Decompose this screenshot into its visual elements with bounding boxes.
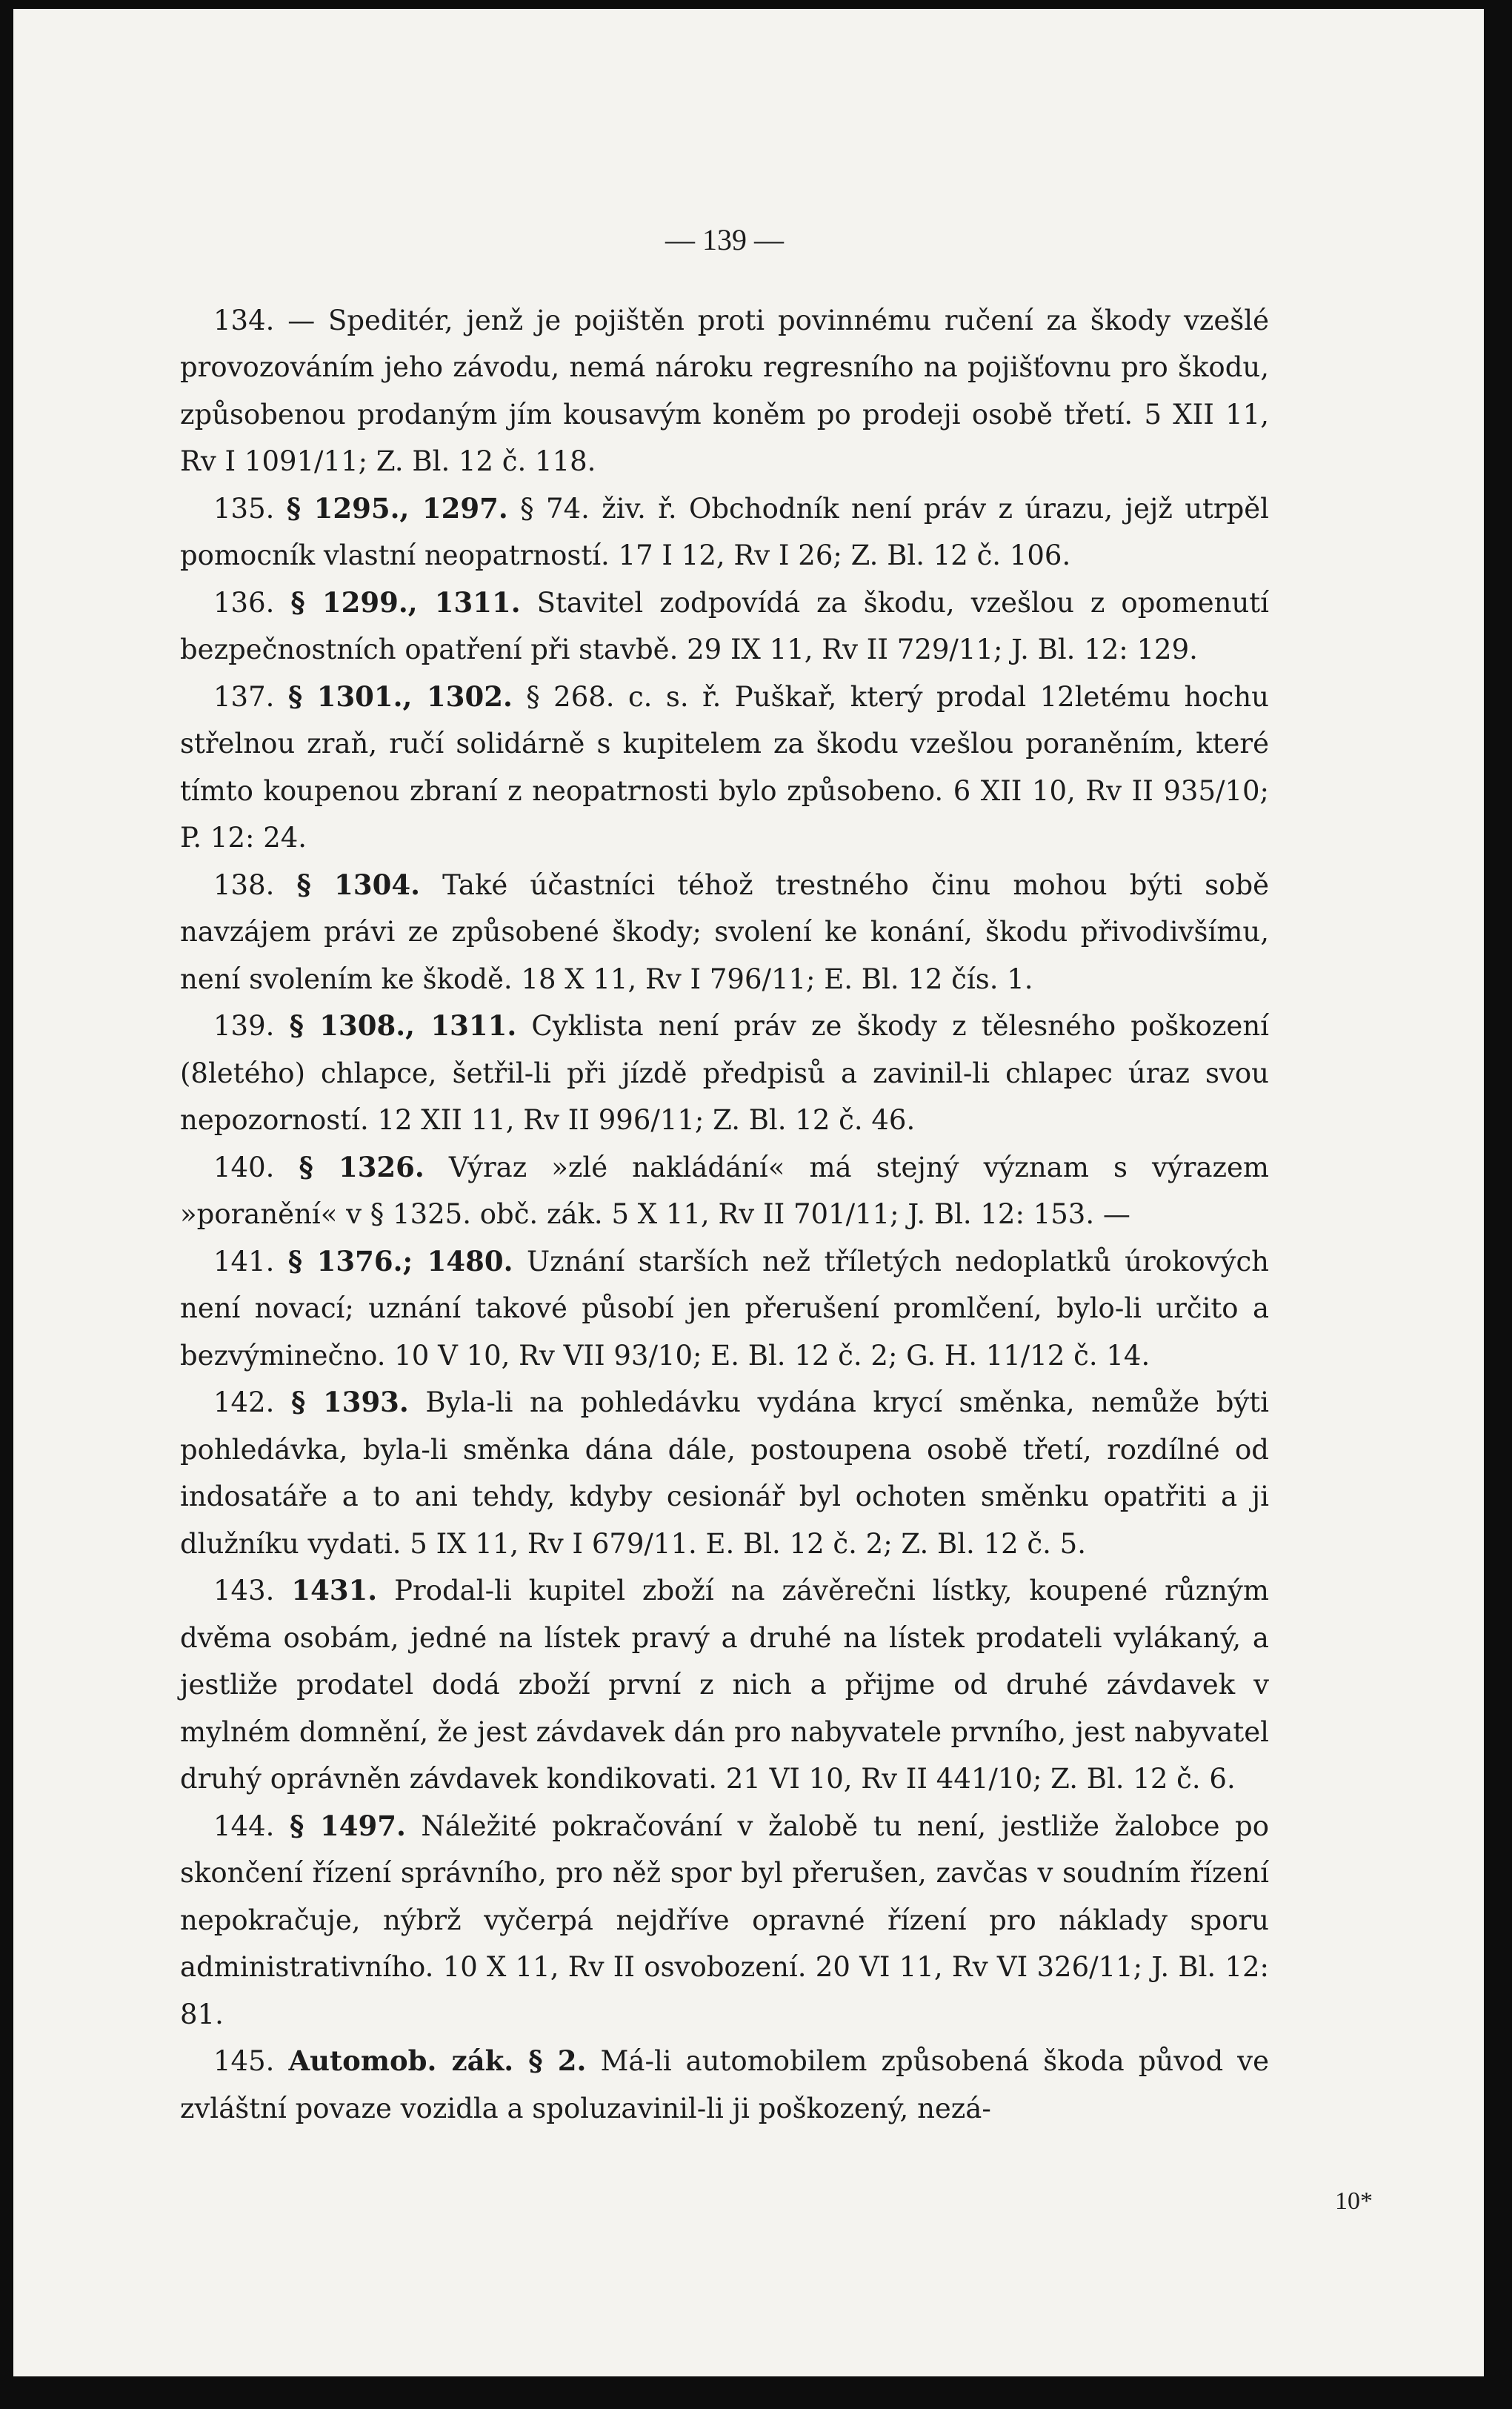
entry xyxy=(180,1803,1269,2038)
entry-reference: § 1497. xyxy=(289,1809,406,1842)
entry xyxy=(180,1144,1269,1238)
entry-text: Výraz »zlé nakládání« má stejný význam s výrazem »poranění« v § 1325. obč. zák. 5 X 11, Rv II 701/11; J. Bl. 12: 153. — xyxy=(180,1151,1269,1230)
entry-number: 135. xyxy=(213,492,275,525)
entry-reference: § 1393. xyxy=(290,1386,409,1418)
entry-number: 142. xyxy=(213,1386,275,1418)
entry-number: 134. xyxy=(213,304,275,336)
entry-reference: § 1304. xyxy=(296,868,420,901)
entry xyxy=(180,674,1269,862)
entry-number: 136. xyxy=(213,586,275,619)
entry-reference: § 1326. xyxy=(299,1150,424,1183)
entry-text: Má-li automobilem způsobená škoda původ ve zvláštní povaze vozidla a spoluzavinil-li ji poškozený, nezá- xyxy=(180,2045,1269,2124)
signature-mark: 10* xyxy=(1335,2187,1373,2215)
entry-number: 139. xyxy=(213,1010,275,1042)
text-column xyxy=(180,216,1269,2132)
entries-list xyxy=(180,297,1269,2133)
entry-reference: § 1308., 1311. xyxy=(289,1009,517,1042)
entry-text: Cyklista není práv ze škody z tělesného poškození (8letého) chlapce, šetřil-li při jízdě předpisů a zavinil-li chlapec úraz svou nepozorností. 12 XII 11, Rv II 996/11; Z. Bl. 12 č. 46. xyxy=(180,1010,1269,1136)
entry xyxy=(180,1379,1269,1567)
entry-number: 145. xyxy=(213,2045,275,2077)
entry-reference: 1431. xyxy=(291,1574,378,1606)
page-number: — 139 — xyxy=(665,223,784,256)
entry-number: 140. xyxy=(213,1151,275,1183)
entry-reference: § 1299., 1311. xyxy=(290,585,521,619)
entry-reference: § 1301., 1302. xyxy=(287,679,513,713)
entry-text: Byla-li na pohledávku vydána krycí směnka, nemůže býti pohledávka, byla-li směnka dána dále, postoupena osobě třetí, rozdílné od indosatáře a to ani tehdy, kdyby cesionář byl ochoten směnku opatřiti a ji dlužníku vydati. 5 IX 11, Rv I 679/11. E. Bl. 12 č. 2; Z. Bl. 12 č. 5. xyxy=(180,1386,1269,1560)
entry-text: Náležité pokračování v žalobě tu není, jestliže žalobce po skončení řízení správního, pro něž spor byl přerušen, zavčas v soudním řízení nepokračuje, nýbrž vyčerpá nejdříve opravné řízení pro náklady sporu administrativního. 10 X 11, Rv II osvobození. 20 VI 11, Rv VI 326/11; J. Bl. 12: 81. xyxy=(180,1810,1270,2030)
entry-text: — Speditér, jenž je pojištěn proti povinnému ručení za škody vzešlé provozováním jeho závodu, nemá nároku regresního na pojišťovnu pro škodu, způsobenou prodaným jím kousavým koněm po prodeji osobě třetí. 5 XII 11, Rv I 1091/11; Z. Bl. 12 č. 118. xyxy=(180,304,1269,477)
entry-reference: Automob. zák. § 2. xyxy=(288,2044,587,2077)
entry-text: § 74. živ. ř. Obchodník není práv z úrazu, jejž utrpěl pomocník vlastní neopatrností. 17 I 12, Rv I 26; Z. Bl. 12 č. 106. xyxy=(180,492,1270,571)
entry-text: § 268. c. s. ř. Puškař, který prodal 12letému hochu střelnou zraň, ručí solidárně s kupitelem za škodu vzešlou poraněním, které tímto koupenou zbraní z neopatrnosti bylo způsobeno. 6 XII 10, Rv II 935/10; P. 12: 24. xyxy=(180,680,1269,854)
entry xyxy=(180,2038,1269,2132)
entry-text: Stavitel zodpovídá za škodu, vzešlou z opomenutí bezpečnostních opatření při stavbě. 29 IX 11, Rv II 729/11; J. Bl. 12: 129. xyxy=(180,586,1270,665)
page xyxy=(13,9,1484,2376)
entry-number: 141. xyxy=(213,1245,275,1277)
entry xyxy=(180,1003,1269,1144)
entry xyxy=(180,297,1269,485)
entry-number: 143. xyxy=(213,1575,275,1606)
entry xyxy=(180,1238,1269,1380)
entry-number: 144. xyxy=(213,1810,275,1842)
entry xyxy=(180,862,1269,1003)
entry-text: Prodal-li kupitel zboží na závěrečni lístky, koupené různým dvěma osobám, jedné na lístek pravý a druhé na lístek prodateli vylákaný, a jestliže prodatel dodá zboží první z nich a přijme od druhé závdavek v mylném domnění, že jest závdavek dán pro nabyvatele prvního, jest nabyvatel druhý oprávněn závdavek kondikovati. 21 VI 10, Rv II 441/10; Z. Bl. 12 č. 6. xyxy=(180,1575,1269,1795)
entry xyxy=(180,1567,1269,1803)
entry-reference: § 1295., 1297. xyxy=(286,491,508,525)
entry xyxy=(180,579,1269,674)
entry xyxy=(180,485,1269,579)
entry-number: 137. xyxy=(213,680,275,713)
entry-number: 138. xyxy=(213,868,275,901)
entry-text: Uznání starších než tříletých nedoplatků úrokových není novací; uznání takové působí jen přerušení promlčení, bylo-li určito a bezvýminečno. 10 V 10, Rv VII 93/10; E. Bl. 12 č. 2; G. H. 11/12 č. 14. xyxy=(180,1245,1270,1372)
entry-reference: § 1376.; 1480. xyxy=(287,1244,513,1277)
entry-text: Také účastníci téhož trestného činu mohou býti sobě navzájem právi ze způsobené škody; svolení ke konání, škodu přivodivšímu, není svolením ke škodě. 18 X 11, Rv I 796/11; E. Bl. 12 čís. 1. xyxy=(180,868,1270,995)
